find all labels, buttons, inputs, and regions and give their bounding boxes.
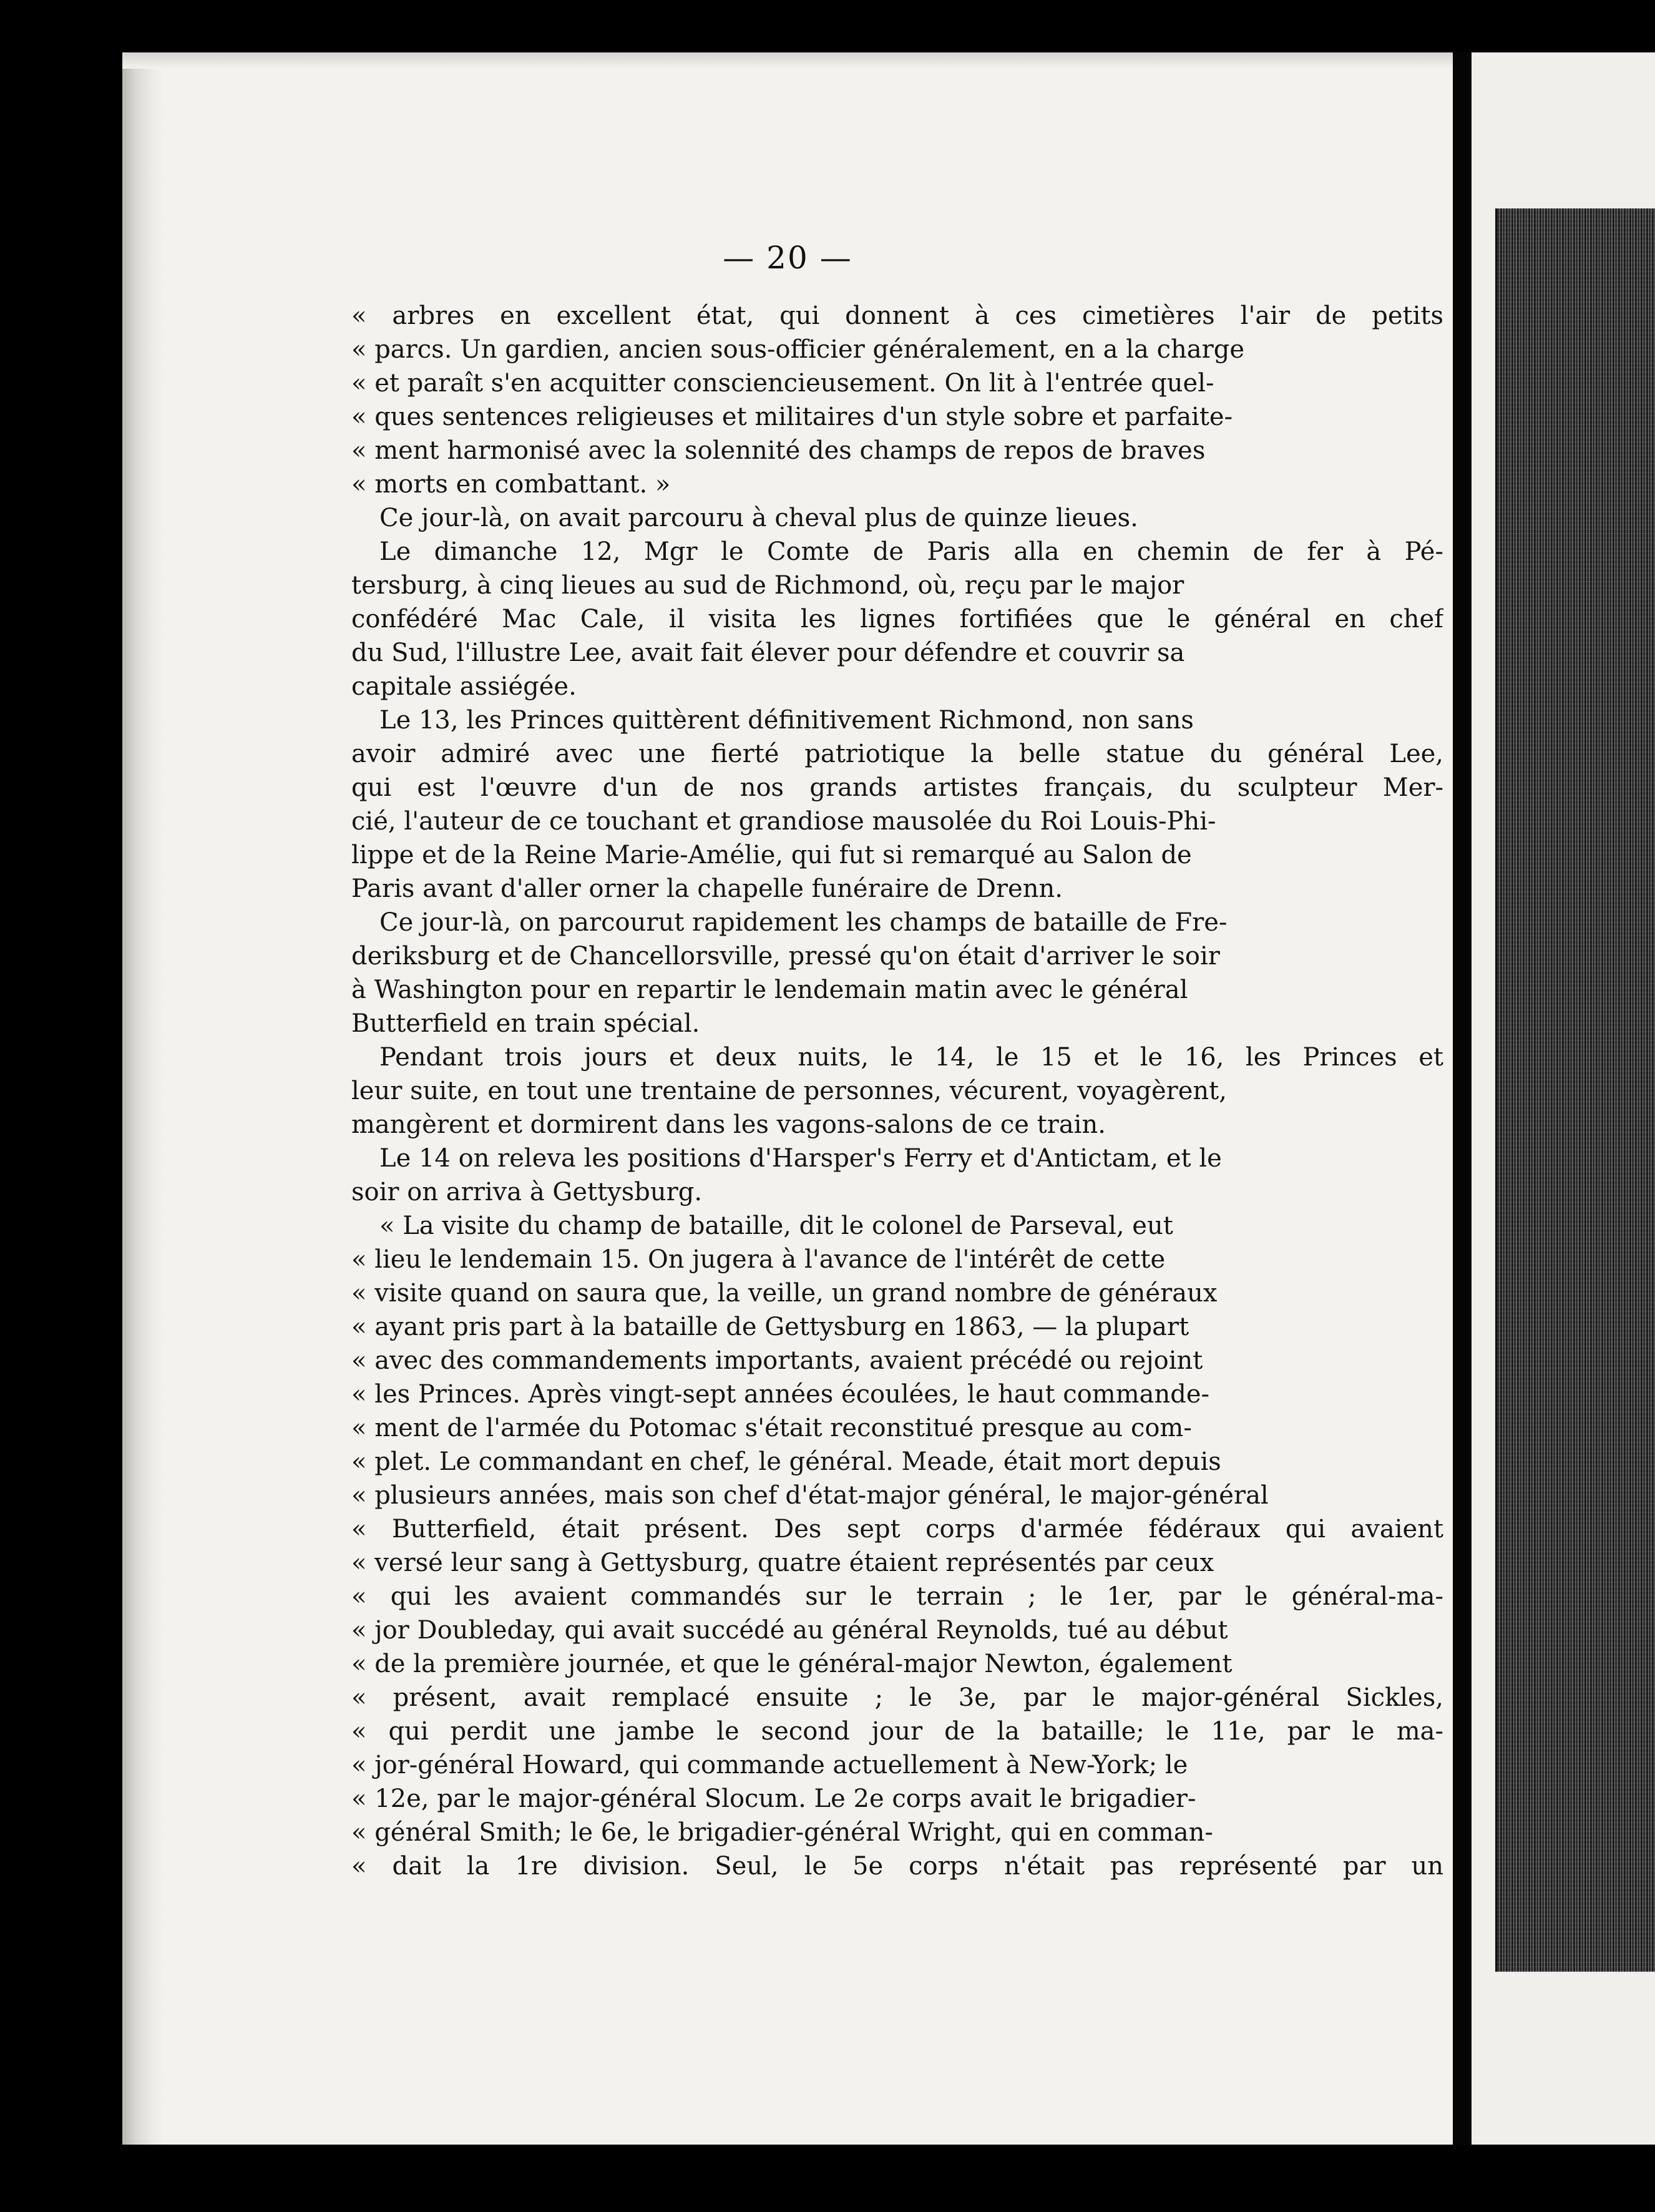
text-line: capitale assiégée. [351, 672, 577, 701]
text-line: Butterfield en train spécial. [351, 1009, 700, 1038]
text-line: « ayant pris part à la bataille de Gettysburg en 1863, — la plupart [351, 1313, 1189, 1341]
text-line: cié, l'auteur de ce touchant et grandiose mausolée du Roi Louis-Phi- [351, 807, 1216, 836]
text-line: « jor-général Howard, qui commande actuellement à New-York; le [351, 1751, 1188, 1779]
text-line: « arbres en excellent état, qui donnent à ces cimetières l'air de petits [351, 301, 1443, 330]
book-page [122, 52, 1453, 2145]
text-line: Ce jour-là, on parcourut rapidement les champs de bataille de Fre- [379, 908, 1228, 937]
text-line: « 12e, par le major-général Slocum. Le 2e corps avait le brigadier- [351, 1784, 1196, 1813]
text-line: tersburg, à cinq lieues au sud de Richmond, où, reçu par le major [351, 571, 1184, 600]
text-line: « avec des commandements importants, avaient précédé ou rejoint [351, 1346, 1203, 1375]
text-line: « ment de l'armée du Potomac s'était reconstitué presque au com- [351, 1414, 1192, 1442]
text-line: « visite quand on saura que, la veille, un grand nombre de généraux [351, 1279, 1218, 1308]
text-line: « La visite du champ de bataille, dit le colonel de Parseval, eut [379, 1211, 1173, 1240]
text-line: Paris avant d'aller orner la chapelle funéraire de Drenn. [351, 874, 1063, 903]
text-line: « ment harmonisé avec la solennité des champs de repos de braves [351, 436, 1206, 465]
text-line: du Sud, l'illustre Lee, avait fait élever pour défendre et couvrir sa [351, 639, 1185, 667]
text-line: « qui perdit une jambe le second jour de la bataille; le 11e, par le ma- [351, 1717, 1443, 1746]
text-line: « et paraît s'en acquitter consciencieusement. On lit à l'entrée quel- [351, 369, 1214, 398]
text-line: « versé leur sang à Gettysburg, quatre étaient représentés par ceux [351, 1549, 1214, 1577]
text-line: « dait la 1re division. Seul, le 5e corps n'était pas représenté par un [351, 1852, 1443, 1881]
page-binding-shadow [122, 52, 165, 2145]
text-line: « jor Doubleday, qui avait succédé au général Reynolds, tué au début [351, 1616, 1228, 1645]
text-line: « Butterfield, était présent. Des sept corps d'armée fédéraux qui avaient [351, 1515, 1443, 1544]
text-line: Le 13, les Princes quittèrent définitivement Richmond, non sans [379, 706, 1194, 735]
text-line: lippe et de la Reine Marie-Amélie, qui fut si remarqué au Salon de [351, 841, 1192, 869]
body-text [351, 299, 1443, 1883]
text-line: leur suite, en tout une trentaine de personnes, vécurent, voyagèrent, [351, 1077, 1227, 1105]
text-line: qui est l'œuvre d'un de nos grands artistes français, du sculpteur Mer- [351, 773, 1443, 802]
text-line: « lieu le lendemain 15. On jugera à l'avance de l'intérêt de cette [351, 1245, 1166, 1274]
page-top-shadow [122, 52, 1453, 69]
text-line: « plusieurs années, mais son chef d'état-major général, le major-général [351, 1481, 1269, 1510]
text-line: « présent, avait remplacé ensuite ; le 3e, par le major-général Sickles, [351, 1683, 1443, 1712]
engraving-plate-edge [1495, 208, 1655, 1972]
text-line: « les Princes. Après vingt-sept années écoulées, le haut commande- [351, 1380, 1210, 1409]
text-line: « qui les avaient commandés sur le terrain ; le 1er, par le général-ma- [351, 1582, 1443, 1611]
text-line: deriksburg et de Chancellorsville, pressé qu'on était d'arriver le soir [351, 942, 1220, 971]
text-line: Le 14 on releva les positions d'Harsper's Ferry et d'Antictam, et le [379, 1144, 1222, 1173]
text-line: « ques sentences religieuses et militaires d'un style sobre et parfaite- [351, 403, 1233, 431]
text-line: « général Smith; le 6e, le brigadier-général Wright, qui en comman- [351, 1818, 1213, 1847]
text-line: confédéré Mac Cale, il visita les lignes fortifiées que le général en chef [351, 605, 1443, 634]
text-line: « plet. Le commandant en chef, le général. Meade, était mort depuis [351, 1447, 1221, 1476]
text-line: « morts en combattant. » [351, 470, 671, 499]
text-line: Ce jour-là, on avait parcouru à cheval plus de quinze lieues. [379, 504, 1138, 532]
text-line: soir on arriva à Gettysburg. [351, 1178, 703, 1206]
text-line: « parcs. Un gardien, ancien sous-officier généralement, en a la charge [351, 335, 1244, 364]
text-line: Pendant trois jours et deux nuits, le 14, le 15 et le 16, les Princes et [379, 1043, 1443, 1072]
page-number: — 20 — [723, 240, 852, 276]
facing-page [1472, 52, 1655, 2145]
text-line: à Washington pour en repartir le lendemain matin avec le général [351, 976, 1188, 1004]
text-line: Le dimanche 12, Mgr le Comte de Paris alla en chemin de fer à Pé- [379, 537, 1443, 566]
text-line: avoir admiré avec une fierté patriotique la belle statue du général Lee, [351, 740, 1443, 768]
text-line: mangèrent et dormirent dans les vagons-salons de ce train. [351, 1110, 1106, 1139]
book-gutter [1453, 52, 1472, 2145]
text-line: « de la première journée, et que le général-major Newton, également [351, 1650, 1233, 1678]
